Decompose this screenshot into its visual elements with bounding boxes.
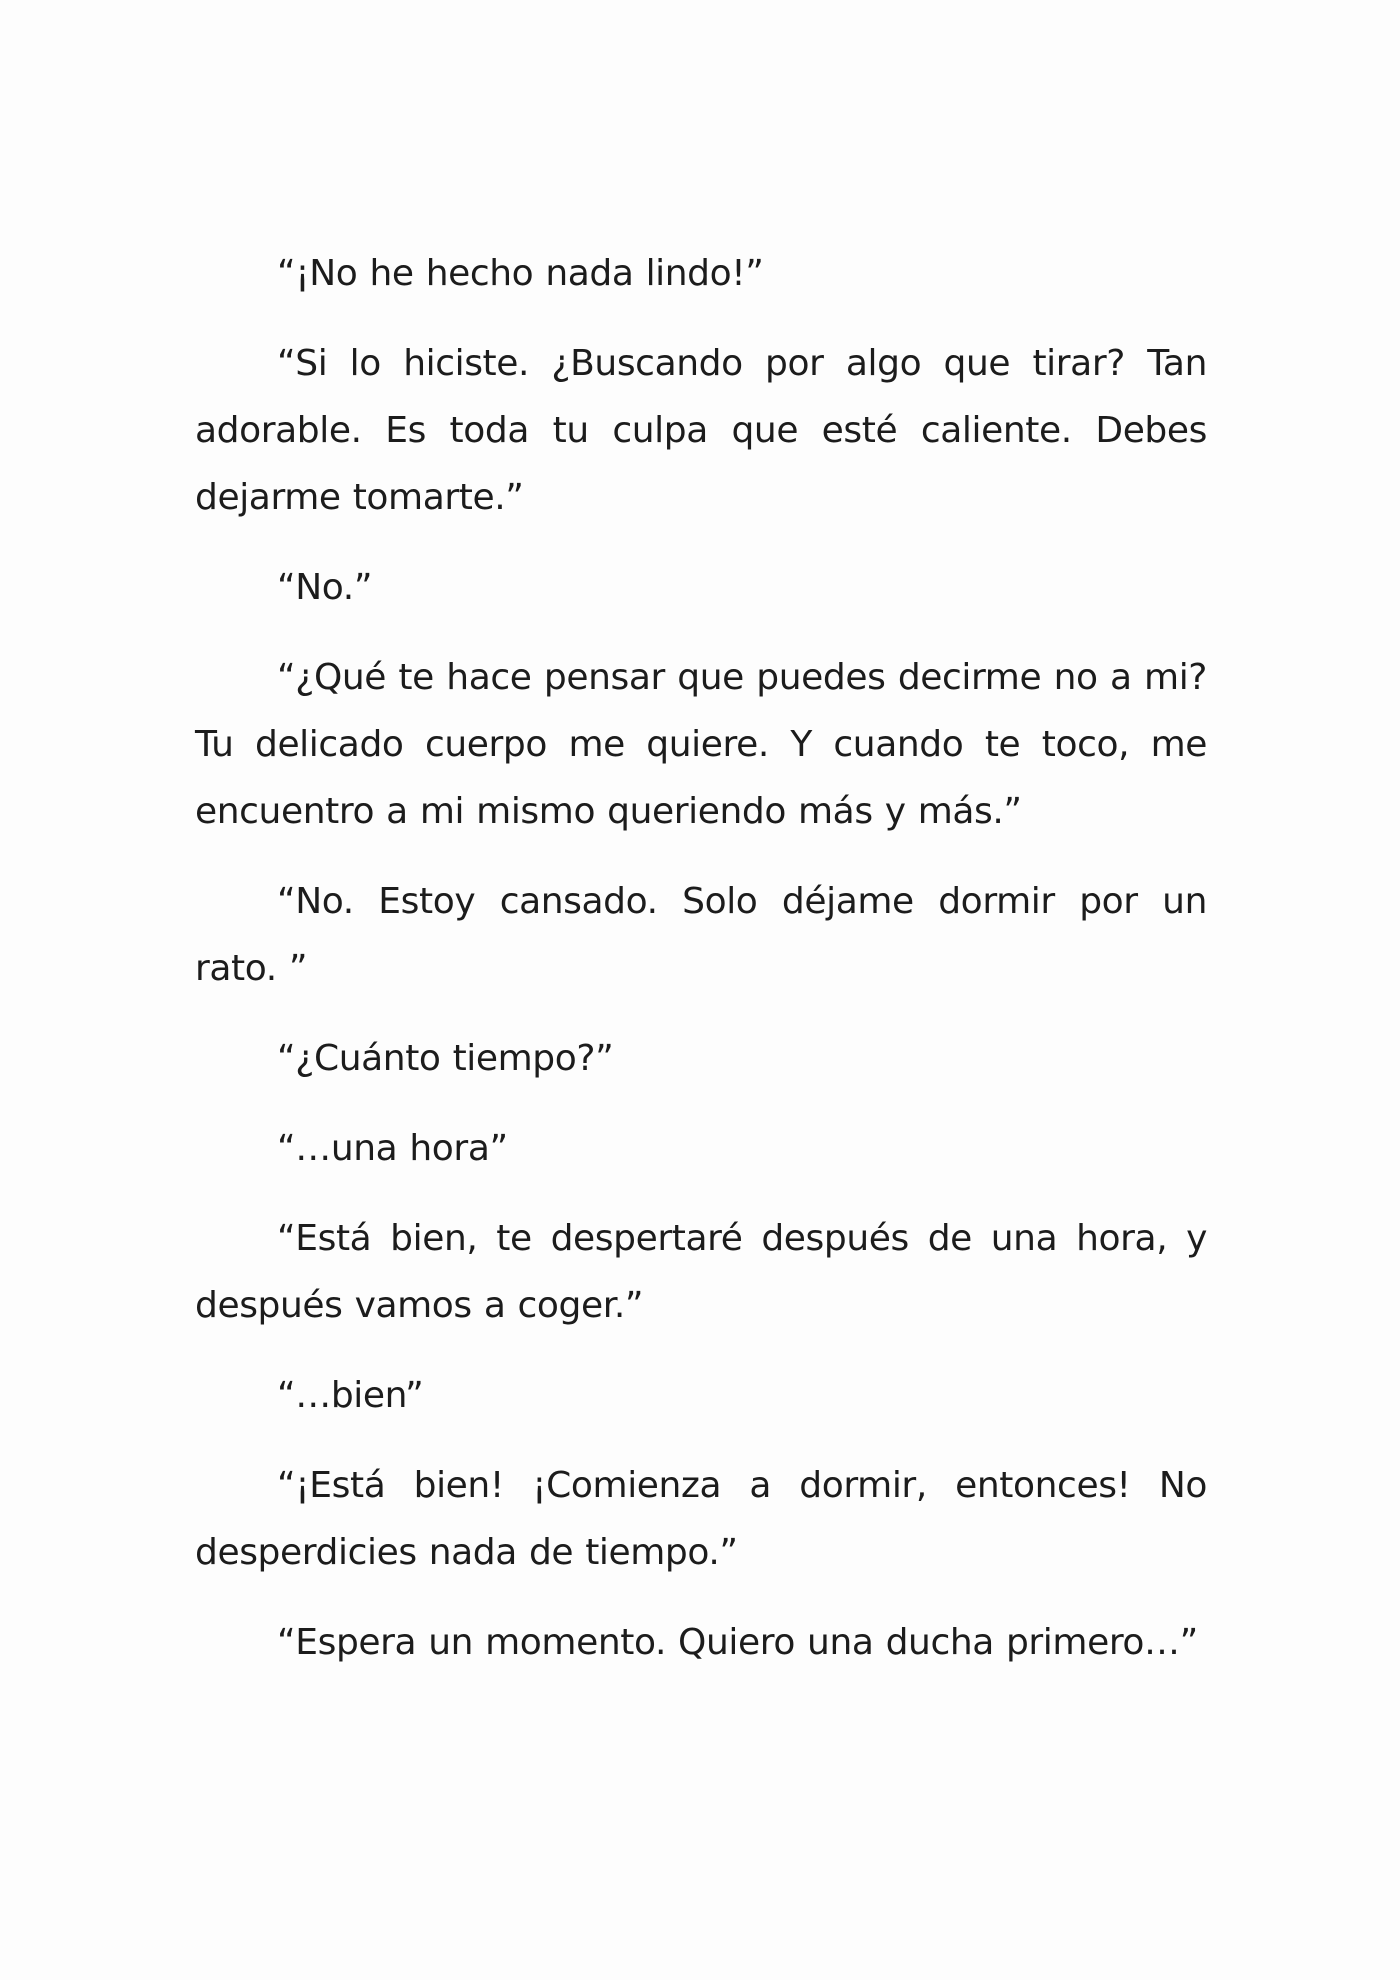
paragraph: “¡No he hecho nada lindo!” [277,253,764,294]
paragraph: “¡Está bien! ¡Comienza a dormir, entonces! No desperdicies nada de tiempo.” [195,1465,1207,1573]
paragraph: “Si lo hiciste. ¿Buscando por algo que tirar? Tan adorable. Es toda tu culpa que esté caliente. Debes dejarme tomarte.” [195,343,1207,518]
paragraph: “…una hora” [277,1128,508,1169]
paragraph: “¿Cuánto tiempo?” [277,1038,614,1079]
paragraph: “Espera un momento. Quiero una ducha primero…” [277,1622,1198,1663]
paragraph: “No. Estoy cansado. Solo déjame dormir por un rato. ” [195,881,1207,989]
paragraph: “…bien” [277,1375,424,1416]
body-text [195,240,1207,1699]
paragraph: “No.” [277,567,373,608]
paragraph: “Está bien, te despertaré después de una hora, y después vamos a coger.” [195,1218,1207,1326]
paragraph: “¿Qué te hace pensar que puedes decirme no a mi? Tu delicado cuerpo me quiere. Y cuando te toco, me encuentro a mi mismo queriendo más y más.” [195,657,1207,832]
